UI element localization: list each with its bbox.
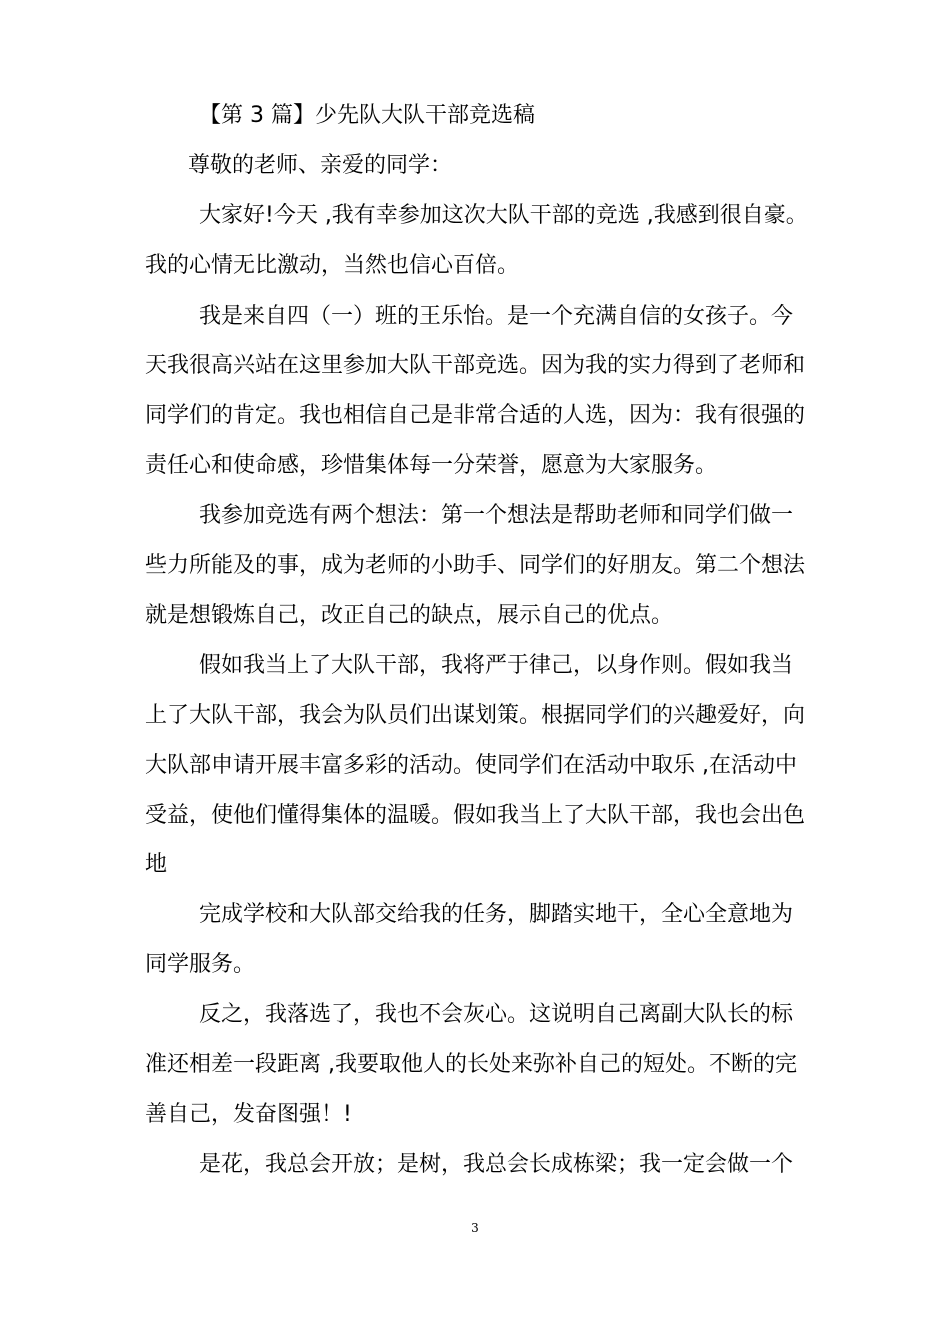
paragraph-line: 同学们的肯定。我也相信自己是非常合适的人选，因为：我有很强的 <box>145 403 806 428</box>
page-number: 3 <box>471 1221 479 1235</box>
paragraph-line: 天我很高兴站在这里参加大队干部竞选。因为我的实力得到了老师和 <box>145 353 806 378</box>
paragraph-line: 地 <box>145 852 168 877</box>
paragraph-line: 受益，使他们懂得集体的温暖。假如我当上了大队干部，我也会出色 <box>145 803 806 828</box>
paragraph-line: 我参加竞选有两个想法：第一个想法是帮助老师和同学们做一 <box>199 503 794 528</box>
paragraph-line: 大家好!今天 ,我有幸参加这次大队干部的竞选 ,我感到很自豪。 <box>199 203 808 228</box>
paragraph-line: 我是来自四（一）班的王乐怡。是一个充满自信的女孩子。今 <box>199 304 794 329</box>
paragraph-line: 些力所能及的事，成为老师的小助手、同学们的好朋友。第二个想法 <box>145 553 806 578</box>
paragraph-line: 完成学校和大队部交给我的任务，脚踏实地干，全心全意地为 <box>199 902 794 927</box>
paragraph-line: 上了大队干部，我会为队员们出谋划策。根据同学们的兴趣爱好，向 <box>145 703 806 728</box>
paragraph-line: 是花，我总会开放；是树，我总会长成栋梁；我一定会做一个 <box>199 1152 794 1177</box>
paragraph-line: 我的心情无比激动，当然也信心百倍。 <box>145 253 520 278</box>
paragraph-line: 准还相差一段距离 ,我要取他人的长处来弥补自己的短处。不断的完 <box>145 1052 797 1077</box>
paragraph-line: 同学服务。 <box>145 952 256 977</box>
paragraph-line: 反之，我落选了，我也不会灰心。这说明自己离副大队长的标 <box>199 1002 794 1027</box>
paragraph-line: 大队部申请开展丰富多彩的活动。使同学们在活动中取乐 ,在活动中 <box>145 753 797 778</box>
paragraph-line: 善自己，发奋图强！! <box>145 1102 352 1127</box>
document-title: 【第 3 篇】少先队大队干部竞选稿 <box>199 103 535 128</box>
paragraph-line: 假如我当上了大队干部，我将严于律己，以身作则。假如我当 <box>199 653 794 678</box>
salutation: 尊敬的老师、亲爱的同学： <box>188 153 453 178</box>
paragraph-line: 责任心和使命感，珍惜集体每一分荣誉，愿意为大家服务。 <box>145 453 718 478</box>
paragraph-line: 就是想锻炼自己，改正自己的缺点，展示自己的优点。 <box>145 603 674 628</box>
